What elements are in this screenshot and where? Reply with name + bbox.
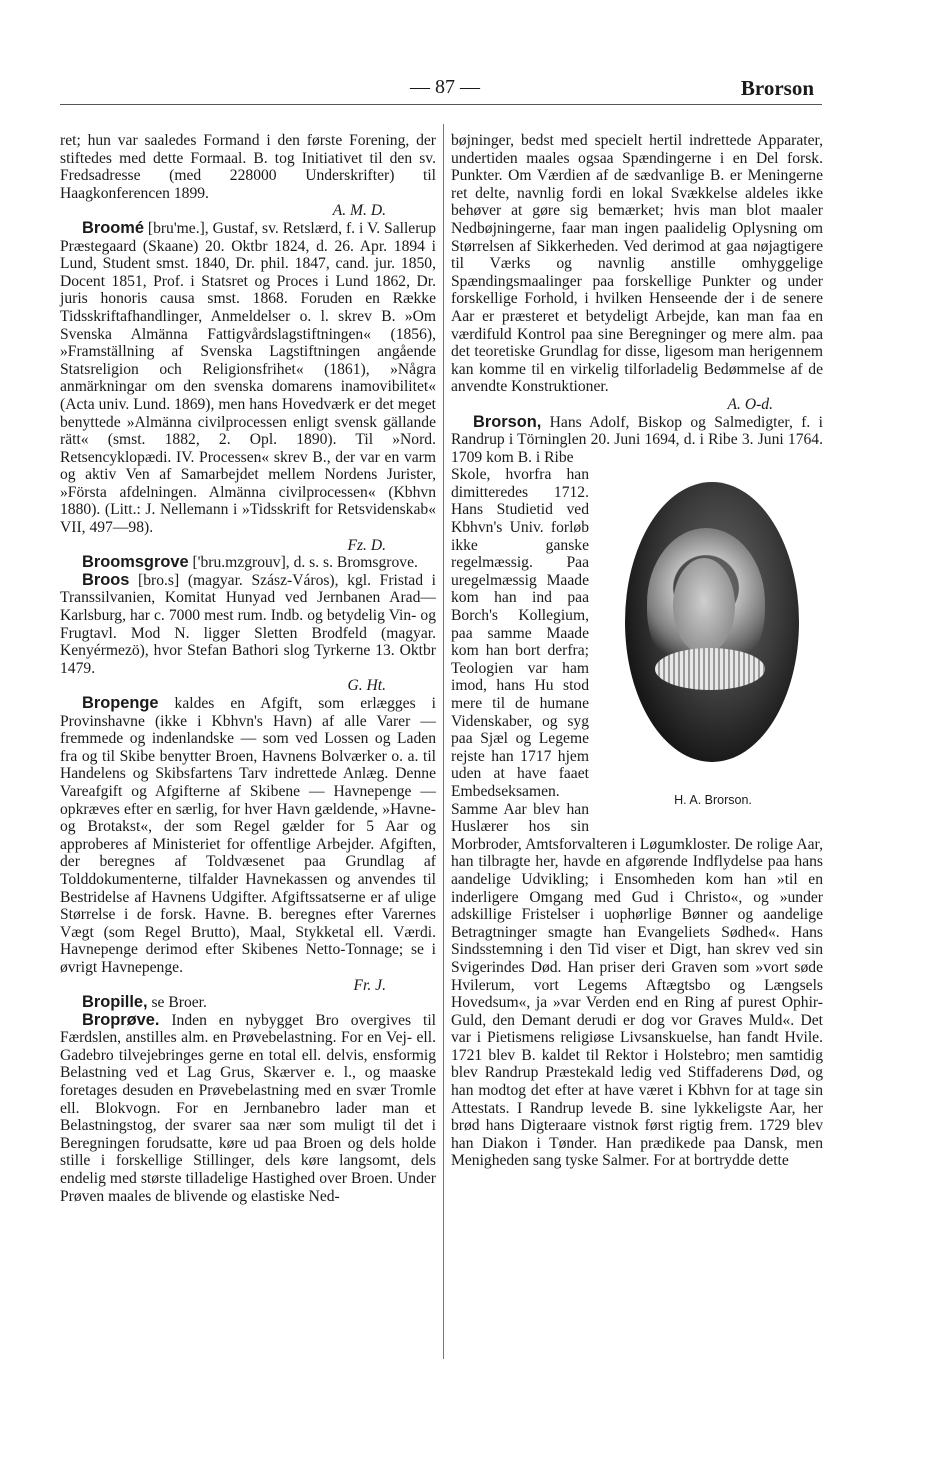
headword: Bropenge xyxy=(82,694,159,712)
portrait-face xyxy=(673,558,735,654)
entry-broprove: Broprøve. Inden en nybygget Bro overgives til Færdslen, anstilles alm. en Prøvebelastning. For en Vej- ell. Gadebro tilvejebringes gerne en total ell. delvis, ensformig Belastning ved et Lag Grus, Skærver e. l., og maaske foretages desuden en Prøvebelastning med en svær Tromle ell. Blokvogn. For en Jernbanebro lader man et Belastningstog, der svarer saa nær som muligt til det i Beregningen forudsatte, køre ud paa Broen og dels holde stille i forskellige Stillinger, dels køre langsomt, dels endelig med største tilladelige Hastighed over Broen. Under Prøven maales de blivende og elastiske Ned- xyxy=(60,1010,436,1205)
left-column xyxy=(60,132,436,1205)
headword: Broprøve. xyxy=(82,1010,160,1029)
headword: Broomé xyxy=(82,218,144,237)
page-number: — 87 — xyxy=(410,76,480,98)
signature: A. M. D. xyxy=(332,202,386,220)
signature: G. Ht. xyxy=(347,677,386,695)
entry-continuation: bøjninger, bedst med specielt hertil indrettede Apparater, undertiden maales ogsaa Spændingerne i en Del forsk. Punkter. Om Værdien af de sædvanlige B. er Meningerne ret delte, navnlig fordi en lokal Svækkelse aldeles ikke behøver at gøre sig bemærket; hvis man blot maaler Nedbøjningerne, faar man ingen paalidelig Oplysning om Størrelsen af Sikkerheden. Ved derimod at gaa nøjagtigere til Værks og navnlig anstille omhyggelige Spændingsmaalinger paa forskellige Punkter og under forskellige Forhold, i hvilken Henseende der i de senere Aar er præsteret et betydeligt Arbejde, kan man faa en værdifuld Kontrol paa sine Beregninger og mere alm. paa det teoretiske Grundlag for disse, ligesom man herigennem kan komme til en virkelig tilforladelig Bedømmelse af de anvendte Konstruktioner. xyxy=(451,132,823,396)
headword: Broomsgrove xyxy=(82,553,189,572)
headword: Broos xyxy=(82,570,130,589)
signature: A. O-d. xyxy=(727,395,773,413)
signature: Fr. J. xyxy=(353,976,386,994)
entry-bropenge: Bropenge kaldes en Afgift, som erlægges i Provinshavne (ikke i Kbhvn's Havn) af alle Varer — fremmede og indenlandske — som ved Lossen og Laden fra og til Skibe benytter Broen, Havnens Bolværker o. a. til Handelens og Skibsfartens Tarv indrettede Anlæg. Denne Vareafgift og Afgifterne af Skibene — Havnepenge — opkræves efter en særlig, for hver Havn gældende, »Havne- og Brotakst«, der som Regel gælder for 5 Aar og approberes af Ministeriet for offentlige Arbejder. Afgiften, der beregnes af Toldvæsenet paa Grundlag af Tolddokumenterne, tilfalder Havnekassen og anvendes til Bestridelse af Havnens Udgifter. Afgiftssatserne er af ulige Størrelse i de forsk. Havne. B. beregnes efter Varernes Vægt (som Regel Brutto), Maal, Stykketal ell. Værdi. Havnepenge derimod efter Skibenes Netto-Tonnage; se i øvrigt Havnepenge. xyxy=(60,694,437,976)
entry-broos: Broos [bro.s] (magyar. Szász-Város), kgl. Fristad i Transsilvanien, Komitat Hunyad ved Jernbanen Arad—Karlsburg, har c. 7000 mest rum. Indb. og betydelig Vin- og Frugtavl. Mod N. ligger Sletten Brodfeld (magyar. Kenyérmezö), hvor Stefan Bathori slog Tyrkerne 13. Oktbr 1479. xyxy=(60,570,436,677)
entry-broome: Broomé [bru'me.], Gustaf, sv. Retslærd, f. i V. Sallerup Præstegaard (Skaane) 20. Oktbr 1824, d. 26. Apr. 1894 i Lund, Student smst. 1840, Dr. phil. 1847, cand. jur. 1850, Docent 1851, Prof. i Statsret og Proces i Lund 1862, Dr. juris honoris causa smst. 1868. Foruden en Række Tidsskriftafhandlinger, Anmeldelser o. l. skrev B. »Om Svenska Almänna Fattigvårdslagstiftningen« (1856), »Framställning af Svenska Lagstiftningen angående Statsreligion och Religionsfrihet« (1861), »Några anmärkningar om den svenska domarens inamovibilitet« (Acta univ. Lund. 1869), men hans Hovedværk er det meget benyttede »Almänna civilprocessen enligt svensk gällande rätt« (smst. 1882, 2. Opl. 1890). Til »Nord. Retsencyklopædi. IV. Processen« skrev B., der var en varm og aktiv Ven af Samarbejdet mellem Nordens Jurister, »Första afdelningen. Almänna civilprocessen« (Kbhvn 1880). (Litt.: J. Nellemann i »Tidsskrift for Retsvidenskab« VII, 497—98). xyxy=(60,218,436,537)
column-divider xyxy=(443,124,444,1359)
portrait-caption: H. A. Brorson. xyxy=(674,793,752,808)
entry-brorson-continued: Skole, hvorfra han dimitteredes 1712. Hans Studietid ved Kbhvn's Univ. forløb ikke ganske regelmæssig. Paa uregelmæssig Maade kom han ind paa Borch's Kollegium, paa samme Maade kom han bort derfra; Teologien var ham imod, hans Hu stod mere til de humane Videnskaber, og syg paa Sjæl og Legeme rejste han 1717 hjem uden at have faaet Embedseksamen. Samme Aar blev han Huslærer hos sin Morbroder, Amtsforvalteren i Løgumkloster. De rolige Aar, han tilbragte her, havde en afgørende Indflydelse paa hans aandelige Udvikling; i Ensomheden kom han »til en inderligere Omgang med Gud i Christo«, og »under adskillige Fristelser i uophørlige Bønner og aandelige Betragtninger smagte han Evangeliets Sødhed«. Hans Sindsstemning i den Tid viser et Digt, han skrev ved sin Svigerindes Død. Han priser deri Graven som »vort søde Hvilerum, vort Legems Aftægtsbo og Længsels Hovedsum«, ja »var Verden end en Ring af purest Ophir-Guld, den Demant derudi er dog vor Graves Muld«. Det var i Pietismens religiøse Livsanskuelse, han fandt Hvile. 1721 blev B. kaldet til Rektor i Holstebro; men samtidig blev Randrup Præstekald ledig ved Stiffaderens Død, og han modtog det efter at have været i Kbhvn for at tage sin Attestats. I Randrup levede B. sine lykkeligste Aar, her brød hans Digteraare vistnok først rigtig frem. 1729 blev han Diakon i Tønder. Han prædikede paa Dansk, men Menigheden sang tyske Salmer. For at bortrydde dette xyxy=(451,466,823,1170)
portrait-figure xyxy=(595,470,831,830)
entry-brorson: Brorson, Hans Adolf, Biskop og Salmedigter, f. i Randrup i Törninglen 20. Juni 1694, d. i Ribe 3. Juni 1764. 1709 kom B. i Ribe xyxy=(451,412,823,466)
right-column xyxy=(451,132,823,1170)
entry-bropille: Bropille, se Broer. xyxy=(82,993,207,1012)
portrait-ruff xyxy=(655,648,765,690)
header-rule xyxy=(60,104,822,105)
running-head: Brorson xyxy=(740,76,814,100)
entry-continuation: ret; hun var saaledes Formand i den første Forening, der stiftedes med dette Formaal. B. tog Initiativet til den sv. Fredsadresse (med 228000 Underskrifter) til Haagkonferencen 1899. xyxy=(60,132,436,202)
entry-broomsgrove: Broomsgrove ['bru.mzgrouv], d. s. s. Bromsgrove. xyxy=(82,553,418,572)
signature: Fz. D. xyxy=(347,536,386,554)
headword: Bropille, xyxy=(82,993,148,1012)
page-header xyxy=(60,76,828,106)
headword: Brorson, xyxy=(473,412,542,431)
